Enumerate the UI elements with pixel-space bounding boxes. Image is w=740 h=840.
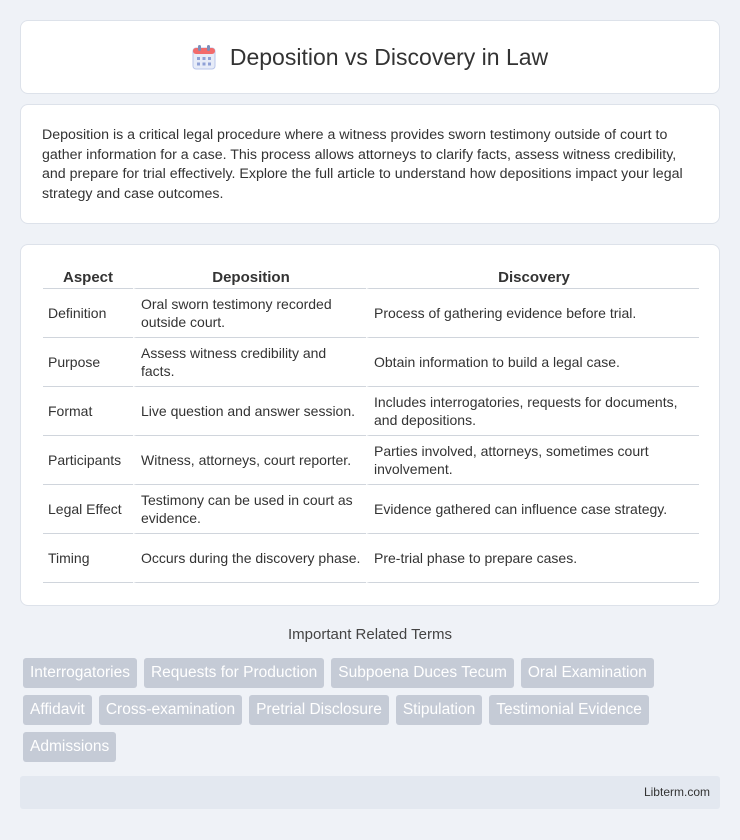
comparison-card (20, 244, 720, 606)
related-terms-title: Important Related Terms (288, 626, 452, 643)
table-cell: Occurs during the discovery phase. (133, 534, 366, 583)
table-cell: Process of gathering evidence before trial. (366, 289, 699, 338)
tag-cross-examination[interactable]: Cross-examination (99, 695, 242, 725)
table-header-row (43, 265, 699, 289)
tag-testimonial-evidence[interactable]: Testimonial Evidence (489, 695, 649, 725)
tag-pretrial-disclosure[interactable]: Pretrial Disclosure (249, 695, 389, 725)
table-cell: Timing (43, 534, 133, 583)
tag-requests-for-production[interactable]: Requests for Production (144, 658, 324, 688)
tag-subpoena-duces-tecum[interactable]: Subpoena Duces Tecum (331, 658, 514, 688)
calendar-icon (192, 44, 216, 70)
table-row (43, 436, 699, 485)
tag-admissions[interactable]: Admissions (23, 732, 116, 762)
table-cell: Definition (43, 289, 133, 338)
tag-stipulation[interactable]: Stipulation (396, 695, 482, 725)
header-aspect: Aspect (43, 265, 133, 289)
intro-card (20, 104, 720, 224)
table-row (43, 338, 699, 387)
table-cell: Testimony can be used in court as evidence. (133, 485, 366, 534)
related-terms-list (23, 658, 723, 769)
table-cell: Oral sworn testimony recorded outside court. (133, 289, 366, 338)
tag-affidavit[interactable]: Affidavit (23, 695, 92, 725)
header-deposition: Deposition (133, 265, 366, 289)
header-discovery: Discovery (366, 265, 699, 289)
page-title: Deposition vs Discovery in Law (229, 43, 549, 70)
table-cell: Assess witness credibility and facts. (133, 338, 366, 387)
table-cell: Participants (43, 436, 133, 485)
table-row (43, 534, 699, 583)
table-row (43, 289, 699, 338)
table-cell: Parties involved, attorneys, sometimes court involvement. (366, 436, 699, 485)
table-row (43, 485, 699, 534)
table-cell: Includes interrogatories, requests for documents, and depositions. (366, 387, 699, 436)
table-cell: Obtain information to build a legal case. (366, 338, 699, 387)
comparison-table (43, 265, 699, 583)
table-row (43, 387, 699, 436)
footer-site-link[interactable]: Libterm.com (643, 785, 710, 799)
tag-interrogatories[interactable]: Interrogatories (23, 658, 137, 688)
table-cell: Witness, attorneys, court reporter. (133, 436, 366, 485)
intro-text: Deposition is a critical legal procedure where a witness provides sworn testimony outside of court to gather information for a case. This process allows attorneys to clarify facts, assess witness credibility, and prepare for trial effectively. Explore the full article to understand how depositions impact your legal strategy and case outcomes. (42, 127, 683, 202)
title-card (20, 20, 720, 94)
table-cell: Pre-trial phase to prepare cases. (366, 534, 699, 583)
tag-oral-examination[interactable]: Oral Examination (521, 658, 654, 688)
table-cell: Format (43, 387, 133, 436)
table-cell: Live question and answer session. (133, 387, 366, 436)
table-cell: Evidence gathered can influence case strategy. (366, 485, 699, 534)
table-cell: Legal Effect (43, 485, 133, 534)
footer (20, 776, 720, 809)
table-cell: Purpose (43, 338, 133, 387)
